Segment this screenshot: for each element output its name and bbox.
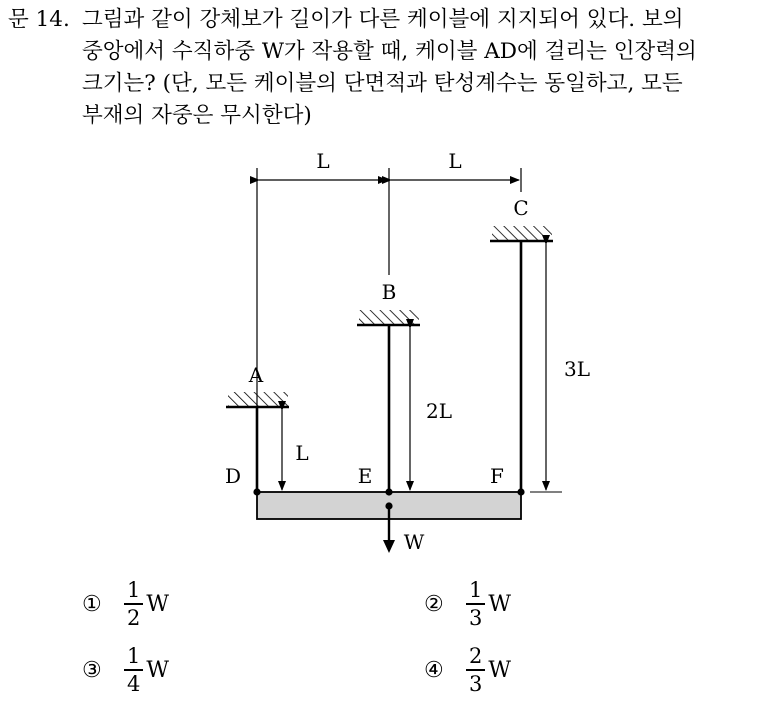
joint-d: [253, 488, 260, 495]
point-label-b: B: [381, 280, 397, 304]
choice-mark: ④: [424, 657, 444, 683]
fraction-bar: [466, 603, 485, 605]
choice-mark: ①: [82, 591, 102, 617]
fraction-numerator: 1: [127, 644, 141, 669]
choice-mark: ②: [424, 591, 444, 617]
support-b: [357, 310, 420, 325]
fraction-denominator: 3: [469, 671, 483, 696]
point-label-d: D: [224, 464, 242, 488]
choice-fraction: [124, 578, 143, 630]
question-line: 크기는? (단, 모든 케이블의 단면적과 탄성계수는 동일하고, 모든: [82, 71, 683, 96]
point-label-e: E: [357, 464, 373, 488]
choice-unit: W: [146, 657, 169, 683]
fraction-denominator: 2: [127, 605, 141, 630]
load-label: W: [403, 530, 425, 554]
fraction-bar: [124, 603, 143, 605]
choice-unit: W: [488, 657, 511, 683]
length-be-label: 2L: [425, 399, 453, 423]
choice-unit: W: [488, 591, 511, 617]
choice-2[interactable]: [424, 576, 511, 632]
fraction-numerator: 1: [469, 578, 483, 603]
choice-4[interactable]: [424, 642, 511, 698]
point-label-f: F: [490, 464, 504, 488]
fraction-denominator: 4: [127, 671, 141, 696]
support-c: [490, 226, 553, 241]
joint-e: [385, 488, 392, 495]
choice-unit: W: [146, 591, 169, 617]
choice-fraction: [466, 578, 485, 630]
load-arrow-icon: [383, 540, 395, 553]
fraction-numerator: 1: [127, 578, 141, 603]
fraction-denominator: 3: [469, 605, 483, 630]
length-cf-label: 3L: [563, 357, 591, 381]
choice-1[interactable]: [82, 576, 169, 632]
choice-3[interactable]: [82, 642, 169, 698]
span-right-label: L: [448, 149, 462, 173]
length-ad-label: L: [295, 441, 309, 465]
span-left-label: L: [316, 149, 330, 173]
question-number: 문 14.: [8, 7, 70, 32]
point-label-c: C: [513, 196, 529, 220]
joint-f: [517, 488, 524, 495]
question-line: 중앙에서 수직하중 W가 작용할 때, 케이블 AD에 걸리는 인장력의: [82, 39, 697, 64]
point-label-a: A: [248, 363, 264, 387]
fraction-numerator: 2: [469, 644, 483, 669]
question-line: 부재의 자중은 무시한다): [82, 103, 312, 128]
choice-mark: ③: [82, 657, 102, 683]
fraction-bar: [124, 669, 143, 671]
question-line: 그림과 같이 강체보가 길이가 다른 케이블에 지지되어 있다. 보의: [82, 7, 684, 32]
fraction-bar: [466, 669, 485, 671]
choice-fraction: [124, 644, 143, 696]
choice-fraction: [466, 644, 485, 696]
support-a: [226, 392, 289, 407]
